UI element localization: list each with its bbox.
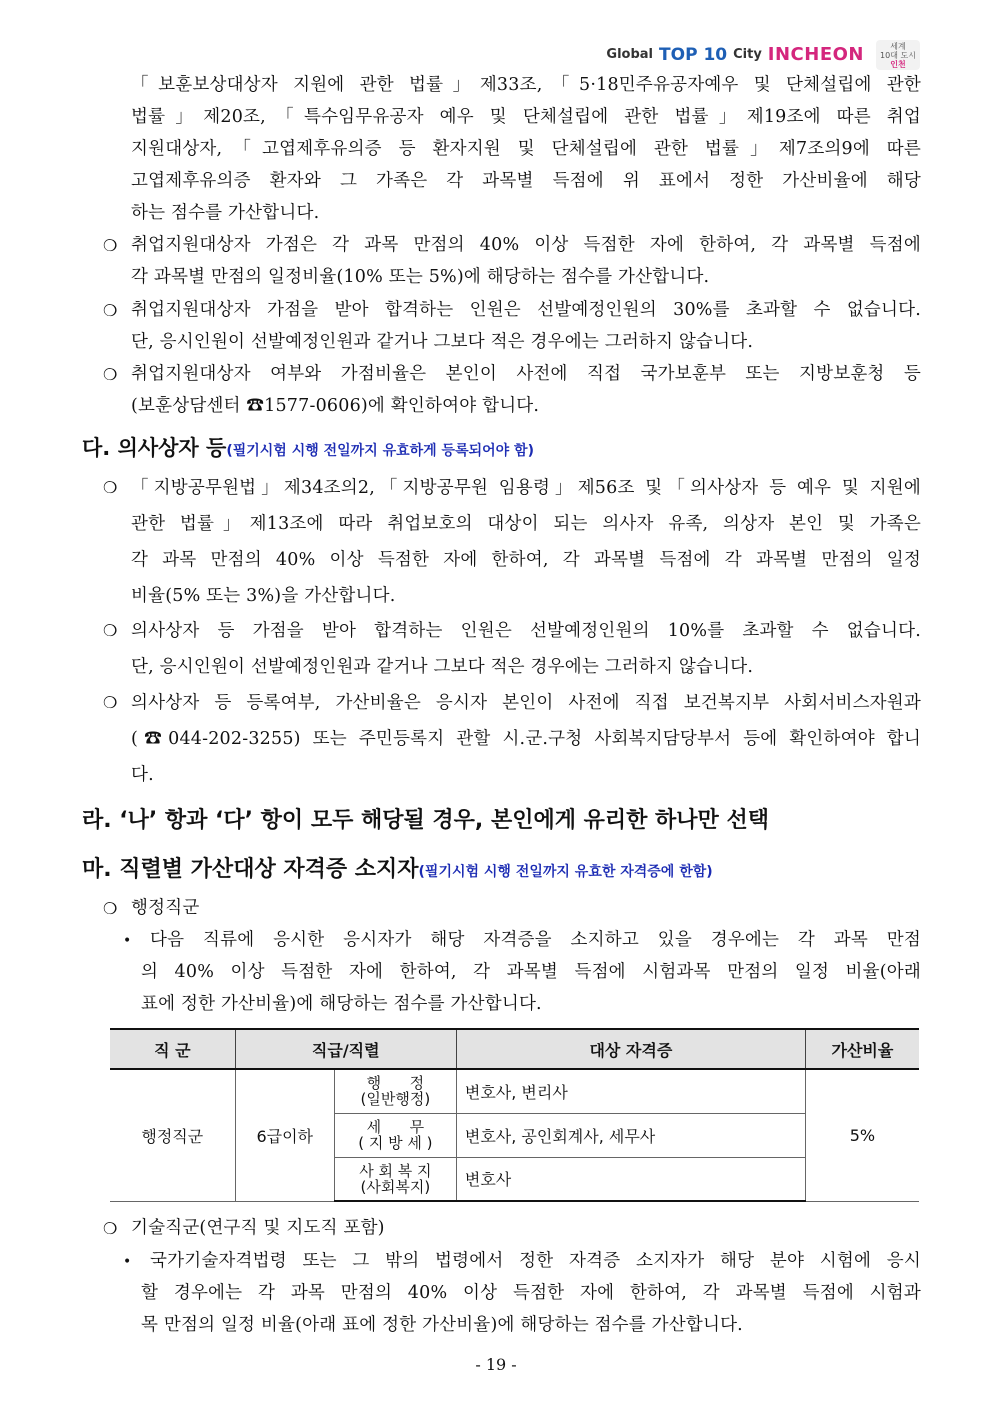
badge-line: 10대 도시	[880, 50, 916, 60]
page-number: - 19 -	[475, 1355, 517, 1374]
paragraph-line: (보훈상담센터 ☎1577-0606)에 확인하여야 합니다.	[131, 396, 540, 416]
circle-bullet-icon: ❍	[103, 301, 118, 320]
intro-line: 「보훈보상대상자 지원에 관한 법률」제33조,「5·18민주유공자예우 및 단체설립에 관한	[131, 75, 921, 95]
paragraph-line: 취업지원대상자 여부와 가점비율은 본인이 사전에 직접 국가보훈부 또는 지방보훈청 등	[131, 364, 921, 384]
subsection-label: 행정직군	[131, 898, 200, 918]
paragraph-line: 단, 응시인원이 선발예정인원과 같거나 그보다 적은 경우에는 그러하지 않습니다.	[131, 657, 754, 677]
column-header: 직급/직렬	[235, 1029, 456, 1069]
logo-city: City	[733, 47, 762, 62]
group-cell: 행정직군	[110, 1069, 235, 1201]
section-subtitle: (필기시험 시행 전일까지 유효하게 등록되어야 함)	[226, 443, 534, 459]
circle-bullet-icon: ❍	[103, 899, 118, 918]
section-heading-da	[82, 432, 534, 462]
section-heading-ma	[82, 852, 713, 883]
paragraph-line: 단, 응시인원이 선발예정인원과 같거나 그보다 적은 경우에는 그러하지 않습니다.	[131, 332, 754, 352]
series-cell	[334, 1069, 456, 1113]
paragraph-line: 관한 법률」제13조에 따라 취업보호의 대상이 되는 의사자 유족, 의상자 본인 및 가족은	[131, 514, 921, 534]
cert-cell: 변호사, 공인회계사, 세무사	[456, 1113, 805, 1157]
series-cell	[334, 1157, 456, 1201]
section-subtitle: (필기시험 시행 전일까지 유효한 자격증에 한함)	[418, 864, 713, 880]
grade-cell: 6급이하	[235, 1069, 334, 1201]
city-logo	[606, 44, 864, 65]
series-sub: (사회복지)	[360, 1177, 431, 1196]
paragraph-line: 목 만점의 일정 비율(아래 표에 정한 가산비율)에 해당하는 점수를 가산합니다.	[141, 1315, 743, 1335]
city-badge	[876, 40, 920, 70]
circle-bullet-icon: ❍	[103, 365, 118, 384]
paragraph-line: 의 40% 이상 득점한 자에 한하여, 각 과목별 득점에 시험과목 만점의 일정 비율(아래	[141, 962, 921, 982]
dot-bullet-icon: •	[123, 1254, 132, 1270]
cert-cell: 변호사, 변리사	[456, 1069, 805, 1113]
intro-line: 법률」제20조,「특수임무유공자 예우 및 단체설립에 관한 법률」제19조에 따른 취업	[131, 107, 921, 127]
table-row	[110, 1069, 919, 1113]
cert-cell: 변호사	[456, 1157, 805, 1201]
circle-bullet-icon: ❍	[103, 478, 118, 497]
paragraph-line: (☎044-202-3255) 또는 주민등록지 관할 시.군.구청 사회복지담당부서 등에 확인하여야 합니	[131, 729, 921, 749]
paragraph-line: 의사상자 등 가점을 받아 합격하는 인원은 선발예정인원의 10%를 초과할 수 없습니다.	[131, 621, 921, 641]
paragraph-line: 취업지원대상자 가점을 받아 합격하는 인원은 선발예정인원의 30%를 초과할 수 없습니다.	[131, 300, 921, 320]
paragraph-line: 「지방공무원법」제34조의2,「지방공무원 임용령」제56조 및「의사상자 등 예우 및 지원에	[131, 478, 921, 498]
series-name: 세 무	[366, 1118, 425, 1136]
section-title: 다. 의사상자 등	[82, 436, 227, 460]
badge-line: 인천	[890, 59, 906, 69]
paragraph-line: 다음 직류에 응시한 응시자가 해당 자격증을 소지하고 있을 경우에는 각 과목 만점	[150, 930, 921, 950]
series-sub: (일반행정)	[360, 1090, 431, 1109]
intro-line: 지원대상자,「고엽제후유의증 등 환자지원 및 단체설립에 관한 법률」제7조의9에 따른	[131, 139, 921, 159]
dot-bullet-icon: •	[123, 933, 132, 949]
series-cell	[334, 1113, 456, 1157]
column-header: 가산비율	[805, 1029, 919, 1069]
circle-bullet-icon: ❍	[103, 1219, 118, 1238]
section-heading-ra: 라. ‘나’ 항과 ‘다’ 항이 모두 해당될 경우, 본인에게 유리한 하나만 선택	[82, 808, 769, 833]
circle-bullet-icon: ❍	[103, 236, 118, 255]
subsection-label: 기술직군(연구직 및 지도직 포함)	[131, 1218, 385, 1238]
intro-line: 하는 점수를 가산합니다.	[131, 203, 320, 223]
column-header: 직 군	[110, 1029, 235, 1069]
paragraph-line: 표에 정한 가산비율)에 해당하는 점수를 가산합니다.	[141, 994, 542, 1014]
paragraph-line: 각 과목 만점의 40% 이상 득점한 자에 한하여, 각 과목별 득점에 각 과목별 만점의 일정	[131, 550, 921, 570]
series-name: 사 회 복 지	[359, 1161, 432, 1180]
section-title: 마. 직렬별 가산대상 자격증 소지자	[82, 857, 419, 882]
column-header: 대상 자격증	[456, 1029, 805, 1069]
badge-line: 세계	[890, 41, 906, 51]
paragraph-line: 의사상자 등 등록여부, 가산비율은 응시자 본인이 사전에 직접 보건복지부 사회서비스자원과	[131, 693, 921, 713]
rate-cell: 5%	[805, 1069, 919, 1201]
paragraph-line: 할 경우에는 각 과목 만점의 40% 이상 득점한 자에 한하여, 각 과목별 득점에 시험과	[141, 1283, 921, 1303]
table-header-row	[110, 1029, 919, 1069]
intro-line: 고엽제후유의증 환자와 그 가족은 각 과목별 득점에 위 표에서 정한 가산비율에 해당	[131, 171, 921, 191]
bonus-certificate-table	[110, 1028, 919, 1202]
logo-top10: TOP 10	[659, 44, 728, 65]
circle-bullet-icon: ❍	[103, 693, 118, 712]
paragraph-line: 비율(5% 또는 3%)을 가산합니다.	[131, 586, 396, 606]
circle-bullet-icon: ❍	[103, 621, 118, 640]
series-name: 행 정	[366, 1074, 425, 1093]
paragraph-line: 각 과목별 만점의 일정비율(10% 또는 5%)에 해당하는 점수를 가산합니다.	[131, 267, 710, 287]
logo-global: Global	[606, 47, 654, 62]
series-sub: ( 지 방 세 )	[358, 1134, 433, 1152]
paragraph-line: 취업지원대상자 가점은 각 과목 만점의 40% 이상 득점한 자에 한하여, 각 과목별 득점에	[131, 235, 921, 255]
paragraph-line: 다.	[131, 765, 154, 785]
logo-incheon: INCHEON	[767, 44, 864, 65]
paragraph-line: 국가기술자격법령 또는 그 밖의 법령에서 정한 자격증 소지자가 해당 분야 시험에 응시	[150, 1251, 921, 1271]
